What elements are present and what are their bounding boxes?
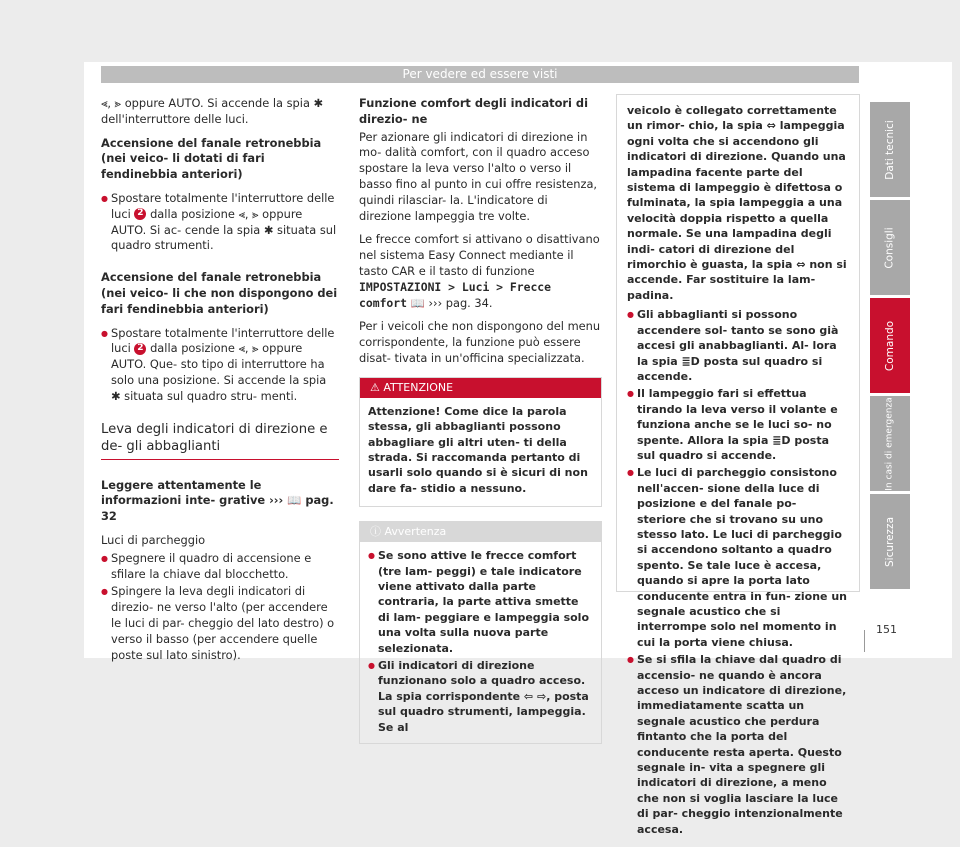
tab-dati-tecnici[interactable]: Dati tecnici [870, 102, 910, 197]
note-item: ● Se sono attive le frecce comfort (tre lam- peggi) e tale indicatore viene attivato dalla parte contraria, la parte attiva smette di lam- peggiare e lampeggia solo una volta sulla nuova parte selezionata. [368, 548, 593, 656]
heading-comfort: Funzione comfort degli indicatori di direzio- ne [359, 96, 588, 126]
note-paragraph: veicolo è collegato correttamente un rimor- chio, la spia ⇔ lampeggia ogni volta che si accendono gli indicatori di direzione. Quando una lampadina facente parte del sistema di lampeggio è difettosa o fulminata, la spia lampeggia a una velocità doppia rispetto a quella normale. Se una lampadina degli indi- catori di direzione del rimorchio è guasta, la spia ⇔ non si accende. Far sostituire la lam- padina. [627, 104, 847, 302]
paragraph: Per azionare gli indicatori di direzione in mo- dalità comfort, con il quadro acceso spostare la leva verso l'alto o verso il basso fino al punto in cui offre resistenza, quindi rilasciar- la. L'indicatore di direzione lampeggia tre volte. [359, 129, 598, 223]
warning-icon: ⚠ [370, 380, 380, 394]
tab-emergenza[interactable]: In casi di emergenza [870, 396, 910, 491]
chapter-tabs [870, 102, 910, 592]
heading-rear-fog-1: Accensione del fanale retronebbia (nei veico- li dotati di fari fendinebbia anteriori) [101, 135, 322, 182]
divider [864, 630, 865, 652]
bullet-item: ● Spegnere il quadro di accensione e sfilare la chiave dal blocchetto. [101, 551, 339, 583]
info-icon: ⓘ [370, 525, 381, 539]
book-icon: 📖 [287, 493, 302, 508]
tab-sicurezza[interactable]: Sicurezza [870, 494, 910, 589]
callout-number: 2 [134, 343, 146, 355]
bullet-item: ● Spingere la leva degli indicatori di direzio- ne verso l'alto (per accendere le luci di par- cheggio del lato destro) o verso il basso (per accendere quelle poste sul lato sinistro). [101, 584, 339, 663]
column-2 [359, 96, 602, 744]
bullet-item: ● Spostare totalmente l'interruttore delle luci 2 dalla posizione ⪡, ⪢ oppure AUTO. Si ac- cende la spia ✱ situata sul quadro strumenti. [101, 191, 339, 254]
page-header: Per vedere ed essere visti [101, 66, 859, 83]
callout-number: 2 [134, 208, 146, 220]
warning-header: ⚠ ATTENZIONE [360, 378, 601, 398]
parking-lights-heading: Luci di parcheggio [101, 532, 206, 547]
tab-consigli[interactable]: Consigli [870, 200, 910, 295]
book-icon: 📖 [410, 295, 425, 310]
info-heading: Leggere attentamente le informazioni inte- grative ››› 📖 pag. 32 [101, 477, 334, 524]
page-reference-link[interactable]: ››› pag. 34 [428, 295, 489, 310]
warning-box [359, 377, 602, 507]
page-reference-link[interactable]: pag. 32 [101, 493, 334, 524]
note-box-continued [616, 94, 860, 836]
note-item: ● Se si sfila la chiave dal quadro di accensio- ne quando è ancora acceso un indicatore di direzione, immediatamente scatta un segnale acustico che perdura fintanto che la porta del conducente resta aperta. Questo segnale in- vita a spegnere gli indicatori di direzione, a meno che non si voglia lasciare la luce di par- cheggio intenzionalmente accesa. [627, 652, 849, 837]
paragraph: Per i veicoli che non dispongono del menu corrispondente, la funzione può essere disat- tivata in un'officina specializzata. [359, 319, 601, 365]
bullet-item: ● Spostare totalmente l'interruttore delle luci 2 dalla posizione ⪡, ⪢ oppure AUTO. Que- sto tipo di interruttore ha solo una posizione. Si accende la spia ✱ situata sul quadro stru- menti. [101, 326, 339, 405]
note-item: ● Gli indicatori di direzione funzionano solo a quadro acceso. La spia corrispondente ⇦ ⇨, posta sul quadro strumenti, lampeggia. Se al [368, 658, 593, 735]
section-title: Leva degli indicatori di direzione e de- gli abbaglianti [101, 421, 339, 460]
menu-path: IMPOSTAZIONI > Luci > Frecce comfort [359, 279, 552, 310]
note-header: ⓘ Avvertenza [360, 522, 601, 542]
heading-rear-fog-2: Accensione del fanale retronebbia (nei veico- li che non dispongono dei fari fendinebbia anteriori) [101, 270, 338, 316]
tab-comando[interactable]: Comando [870, 298, 910, 393]
page-number: 151 [876, 623, 897, 636]
intro-text: ⪡, ⪢ oppure AUTO. Si accende la spia ✱ dell'interruttore delle luci. [101, 96, 324, 126]
warning-text: Attenzione! Come dice la parola stessa, gli abbaglianti possono abbagliare gli altri uten- ti della strada. Si raccomanda pertanto di usarli solo quando si è sicuri di non dare fa- stidio a nessuno. [368, 404, 588, 495]
note-item: ● Gli abbaglianti si possono accendere sol- tanto se sono già accesi gli anabbaglianti. Al- lora la spia ≣D posta sul quadro si accende. [627, 307, 849, 384]
paragraph: Le frecce comfort si attivano o disattivano nel sistema Easy Connect mediante il tasto CAR e il tasto di funzione IMPOSTAZIONI > Luci > Frecce comfort 📖 ››› pag. 34. [359, 232, 600, 310]
note-box [359, 521, 602, 744]
column-1 [101, 96, 339, 665]
note-item: ● Le luci di parcheggio consistono nell'accen- sione della luce di posizione e del fanale po- steriore che si trovano su uno stesso lato. Le luci di parcheggio si accendono soltanto a quadro spento. Se tale luce è accesa, quando si apre la porta lato conducente entra in fun- zione un segnale acustico che si interrompe solo nel momento in cui la porta viene chiusa. [627, 465, 849, 650]
note-item: ● Il lampeggio fari si effettua tirando la leva verso il volante e funziona anche se le luci so- no spente. Allora la spia ≣D posta sul quadro si accende. [627, 386, 849, 463]
